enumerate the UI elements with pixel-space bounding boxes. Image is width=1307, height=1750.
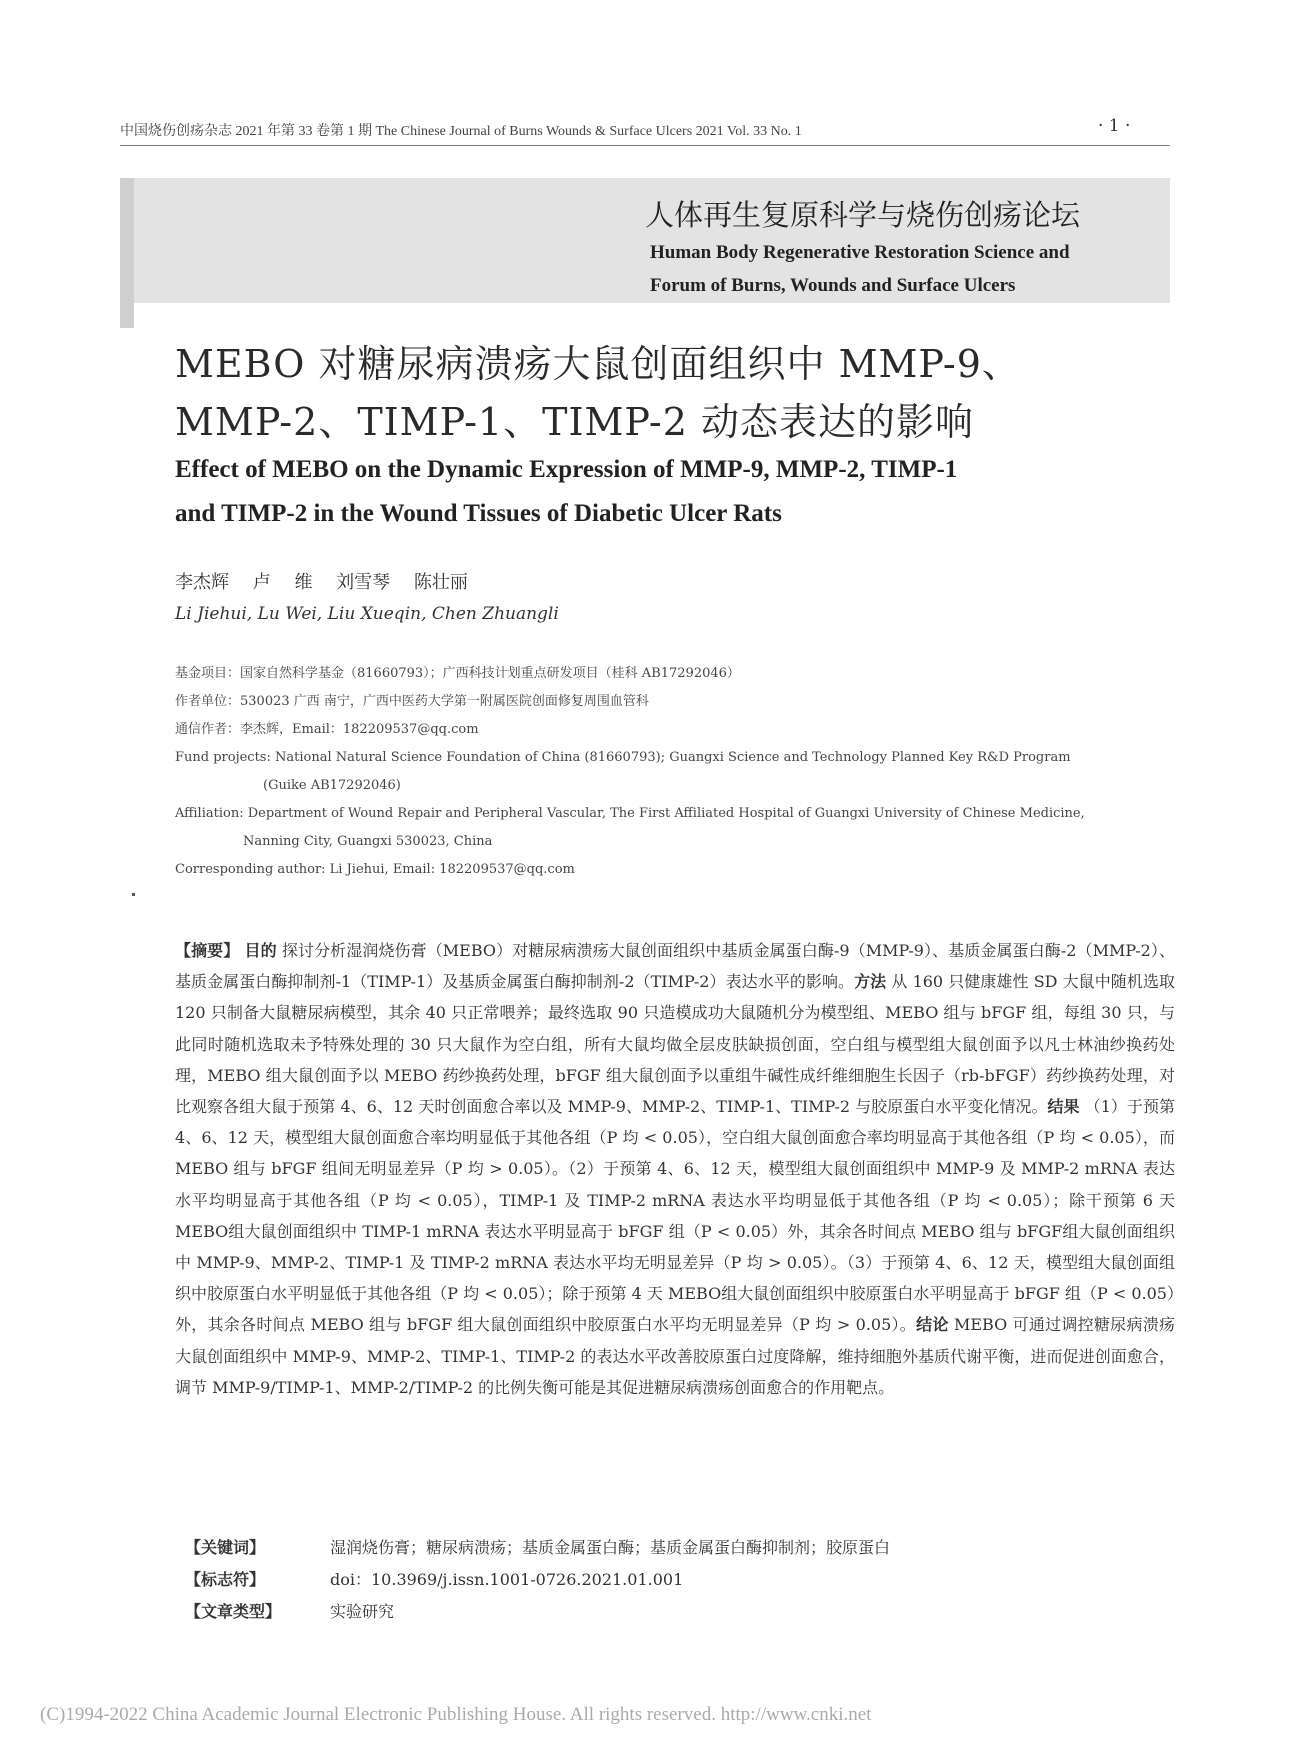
forum-title-en (650, 236, 1170, 302)
forum-banner-bar (120, 178, 134, 328)
keywords-block (175, 1532, 1175, 1628)
copyright-footer: (C)1994-2022 China Academic Journal Electronic Publishing House. All rights reserved. http://www.cnki.net (40, 1704, 872, 1725)
keywords-label: 【关键词】 (185, 1538, 266, 1557)
doi-label: 【标志符】 (185, 1570, 266, 1589)
affiliation-en-line2: Nanning City, Guangxi 530023, China (243, 834, 493, 849)
article-type-value: 实验研究 (330, 1602, 395, 1621)
running-header: 中国烧伤创疡杂志 2021 年第 33 卷第 1 期 The Chinese Journal of Burns Wounds & Surface Ulcers 2021 Vol. 33 No. 1 (120, 124, 802, 139)
article-title-en (175, 448, 1185, 536)
objective-label: 目的 (244, 941, 277, 960)
keywords-value: 湿润烧伤膏；糖尿病溃疡；基质金属蛋白酶；基质金属蛋白酶抑制剂；胶原蛋白 (330, 1538, 891, 1557)
keywords-row (175, 1532, 1175, 1564)
authors-en: Li Jiehui, Lu Wei, Liu Xueqin, Chen Zhuangli (175, 604, 559, 624)
forum-title-en-line1: Human Body Regenerative Restoration Science and (650, 242, 1070, 263)
results-text: （1）于预第 4、6、12 天，模型组大鼠创面愈合率均明显低于其他各组（P 均 < 0.05），空白组大鼠创面愈合率均明显高于其他各组（P 均 < 0.05），而 MEBO 组与 bFGF 组间无明显差异（P 均 > 0.05）。（2）于预第 4、6、12 天，模型组大鼠创面组织中 MMP-9 及 MMP-2 mRNA 表达水平均明显高于其他各组（P 均 < 0.05），TIMP-1 及 TIMP-2 mRNA 表达水平均明显低于其他各组（P 均 < 0.05）；除干预第 6 天 MEBO组大鼠创面组织中 TIMP-1 mRNA 表达水平明显高于 bFGF 组（P < 0.05）外，其余各时间点 MEBO 组与 bFGF组大鼠创面组织中 MMP-9、MMP-2、TIMP-1 及 TIMP-2 mRNA 表达水平均无明显差异（P 均 > 0.05）。（3）于预第 4、6、12 天，模型组大鼠创面组织中胶原蛋白水平明显低于其他各组（P 均 < 0.05）；除于预第 4 天 MEBO组大鼠创面组织中胶原蛋白水平明显高于 bFGF 组（P < 0.05）外，其余各时间点 MEBO 组与 bFGF 组大鼠创面组织中胶原蛋白水平均无明显差异（P 均 > 0.05）。 (175, 1097, 1175, 1335)
forum-title-cn: 人体再生复原科学与烧伤创疡论坛 (645, 198, 1081, 232)
conclusion-text: MEBO 可通过调控糖尿病溃疡大鼠创面组织中 MMP-9、MMP-2、TIMP-1、TIMP-2 的表达水平改善胶原蛋白过度降解，维持细胞外基质代谢平衡，进而促进创面愈合，调节 MMP-9/TIMP-1、MMP-2/TIMP-2 的比例失衡可能是其促进糖尿病溃疡创面愈合的作用靶点。 (175, 1315, 1175, 1397)
fund-cn: 基金项目：国家自然科学基金（81660793）；广西科技计划重点研发项目（桂科 AB17292046） (175, 666, 740, 681)
methods-text: 从 160 只健康雄性 SD 大鼠中随机选取 120 只制备大鼠糖尿病模型，其余 40 只正常喂养；最终选取 90 只造模成功大鼠随机分为模型组、MEBO 组与 bFGF 组，每组 30 只，与此同时随机选取未予特殊处理的 30 只大鼠作为空白组，所有大鼠均做全层皮肤缺损创面，空白组与模型组大鼠创面予以凡士林油纱换药处理，MEBO 组大鼠创面予以 MEBO 药纱换药处理，bFGF 组大鼠创面予以重组牛碱性成纤维细胞生长因子（rb-bFGF）药纱换药处理，对比观察各组大鼠于预第 4、6、12 天时创面愈合率以及 MMP-9、MMP-2、TIMP-1、TIMP-2 与胶原蛋白水平变化情况。 (175, 972, 1175, 1117)
doi-value: doi：10.3969/j.issn.1001-0726.2021.01.001 (330, 1570, 684, 1589)
page-number: · 1 · (1098, 116, 1131, 136)
article-title-cn (175, 335, 1185, 451)
article-title-cn-line2: MMP-2、TIMP-1、TIMP-2 动态表达的影响 (175, 400, 974, 444)
objective-text: 探讨分析湿润烧伤膏（MEBO）对糖尿病溃疡大鼠创面组织中基质金属蛋白酶-9（MMP-9）、基质金属蛋白酶-2（MMP-2）、基质金属蛋白酶抑制剂-1（TIMP-1）及基质金属蛋白酶抑制剂-2（TIMP-2）表达水平的影响。 (175, 941, 1175, 992)
fund-en-line2: (Guike AB17292046) (263, 778, 401, 793)
corresponding-cn: 通信作者：李杰辉，Email：182209537@qq.com (175, 722, 479, 737)
affiliation-cn: 作者单位：530023 广西 南宁，广西中医药大学第一附属医院创面修复周围血管科 (175, 694, 649, 709)
forum-title-en-line2: Forum of Burns, Wounds and Surface Ulcers (650, 275, 1016, 296)
article-title-cn-line1: MEBO 对糖尿病溃疡大鼠创面组织中 MMP-9、 (175, 342, 1021, 386)
doi-row (175, 1564, 1175, 1596)
abstract (175, 935, 1175, 1403)
conclusion-label: 结论 (916, 1315, 949, 1335)
fund-en-line1: Fund projects: National Natural Science Foundation of China (81660793); Guangxi Science and Technology Planned Key R&D Program (175, 750, 1071, 765)
abstract-label: 【摘要】 (175, 941, 240, 960)
article-title-en-line1: Effect of MEBO on the Dynamic Expression of MMP-9, MMP-2, TIMP-1 (175, 456, 958, 483)
margin-mark (132, 893, 135, 896)
article-metadata (175, 660, 1175, 884)
affiliation-en-line1: Affiliation: Department of Wound Repair and Peripheral Vascular, The First Affiliated Hospital of Guangxi University of Chinese Medicine, (175, 806, 1085, 821)
header-rule (120, 145, 1170, 146)
article-type-label: 【文章类型】 (185, 1602, 282, 1621)
authors-cn: 李杰辉 卢 维 刘雪琴 陈壮丽 (175, 572, 468, 593)
corresponding-en: Corresponding author: Li Jiehui, Email: 182209537@qq.com (175, 862, 575, 877)
methods-label: 方法 (854, 972, 887, 992)
results-label: 结果 (1047, 1097, 1080, 1117)
article-type-row (175, 1596, 1175, 1628)
article-title-en-line2: and TIMP-2 in the Wound Tissues of Diabetic Ulcer Rats (175, 500, 782, 527)
